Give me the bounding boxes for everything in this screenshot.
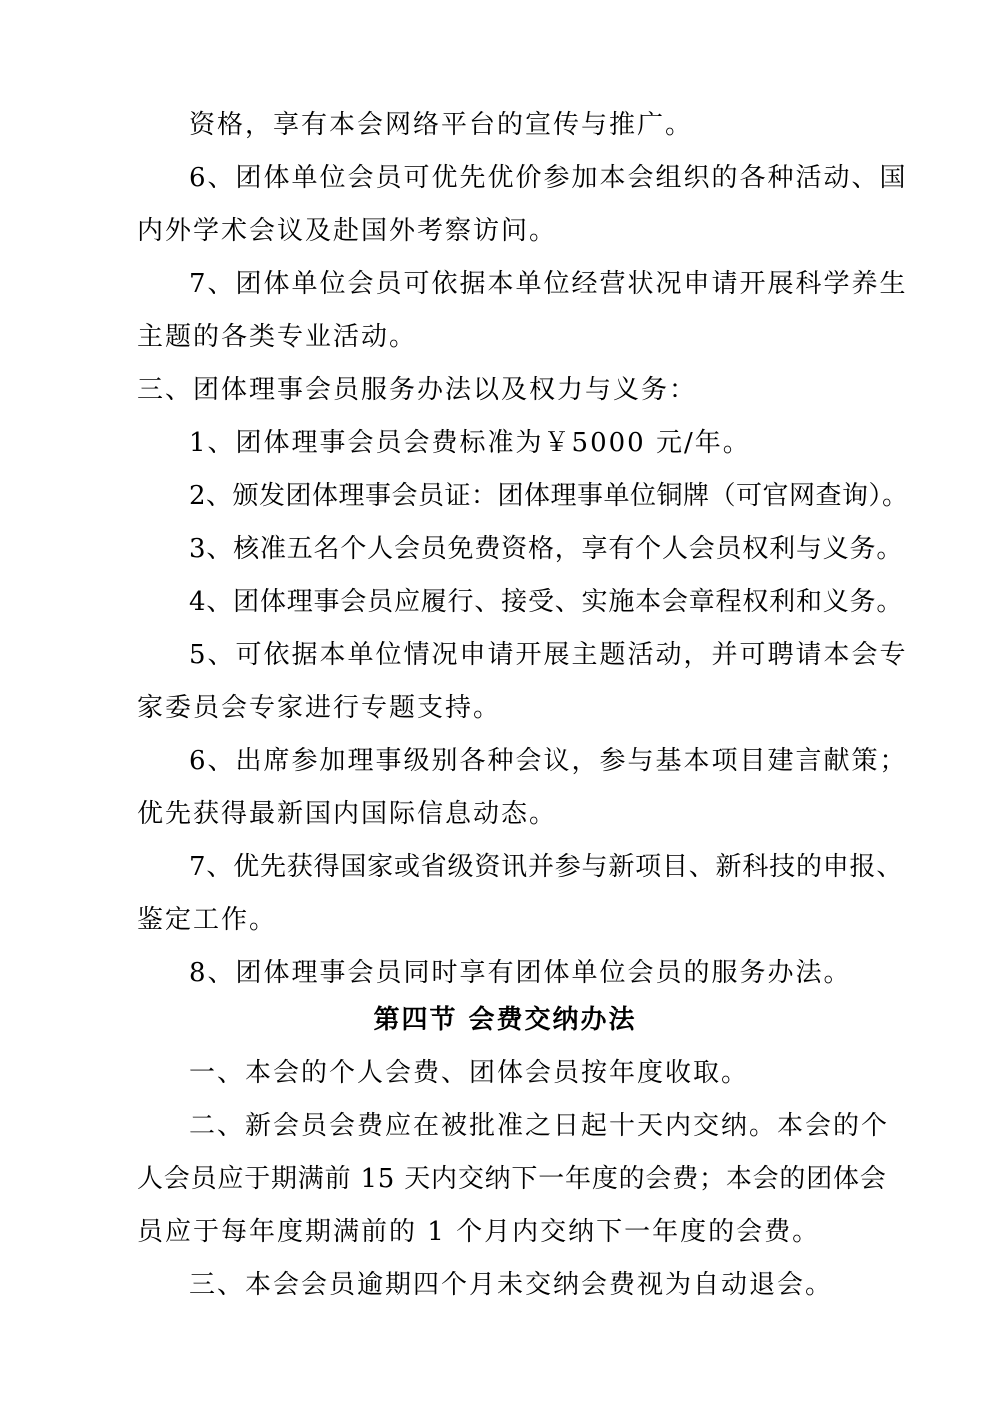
section-heading: 三、团体理事会员服务办法以及权力与义务： <box>137 375 698 405</box>
paragraph-line: 内外学术会议及赴国外考察访问。 <box>137 216 558 246</box>
list-item: 3、核准五名个人会员免费资格，享有个人会员权利与义务。 <box>189 534 904 564</box>
list-item: 7、优先获得国家或省级资讯并参与新项目、新科技的申报、 <box>189 852 904 882</box>
paragraph-line: 资格，享有本会网络平台的宣传与推广。 <box>189 110 694 140</box>
list-item: 1、团体理事会员会费标准为￥5000 元/年。 <box>189 428 751 458</box>
paragraph-line: 主题的各类专业活动。 <box>137 322 418 352</box>
paragraph-line: 6、团体单位会员可优先优价参加本会组织的各种活动、国 <box>189 163 908 193</box>
paragraph-line: 三、本会会员逾期四个月未交纳会费视为自动退会。 <box>189 1270 834 1300</box>
paragraph-line: 优先获得最新国内国际信息动态。 <box>137 799 558 829</box>
section-title: 第四节 会费交纳办法 <box>373 1005 637 1035</box>
list-item: 8、团体理事会员同时享有团体单位会员的服务办法。 <box>189 958 852 988</box>
paragraph-line: 一、本会的个人会费、团体会员按年度收取。 <box>189 1058 750 1088</box>
list-item: 4、团体理事会员应履行、接受、实施本会章程权利和义务。 <box>189 587 904 617</box>
paragraph-line: 鉴定工作。 <box>137 905 278 935</box>
paragraph-line: 人会员应于期满前 15 天内交纳下一年度的会费；本会的团体会 <box>137 1164 887 1194</box>
list-item: 5、可依据本单位情况申请开展主题活动，并可聘请本会专 <box>189 640 908 670</box>
list-item: 2、颁发团体理事会员证：团体理事单位铜牌（可官网查询）。 <box>189 481 909 511</box>
paragraph-line: 二、新会员会费应在被批准之日起十天内交纳。本会的个 <box>189 1111 890 1141</box>
paragraph-line: 7、团体单位会员可依据本单位经营状况申请开展科学养生 <box>189 269 908 299</box>
paragraph-line: 家委员会专家进行专题支持。 <box>137 693 502 723</box>
list-item: 6、出席参加理事级别各种会议，参与基本项目建言献策； <box>189 746 908 776</box>
paragraph-line: 员应于每年度期满前的 1 个月内交纳下一年度的会费。 <box>137 1217 821 1247</box>
